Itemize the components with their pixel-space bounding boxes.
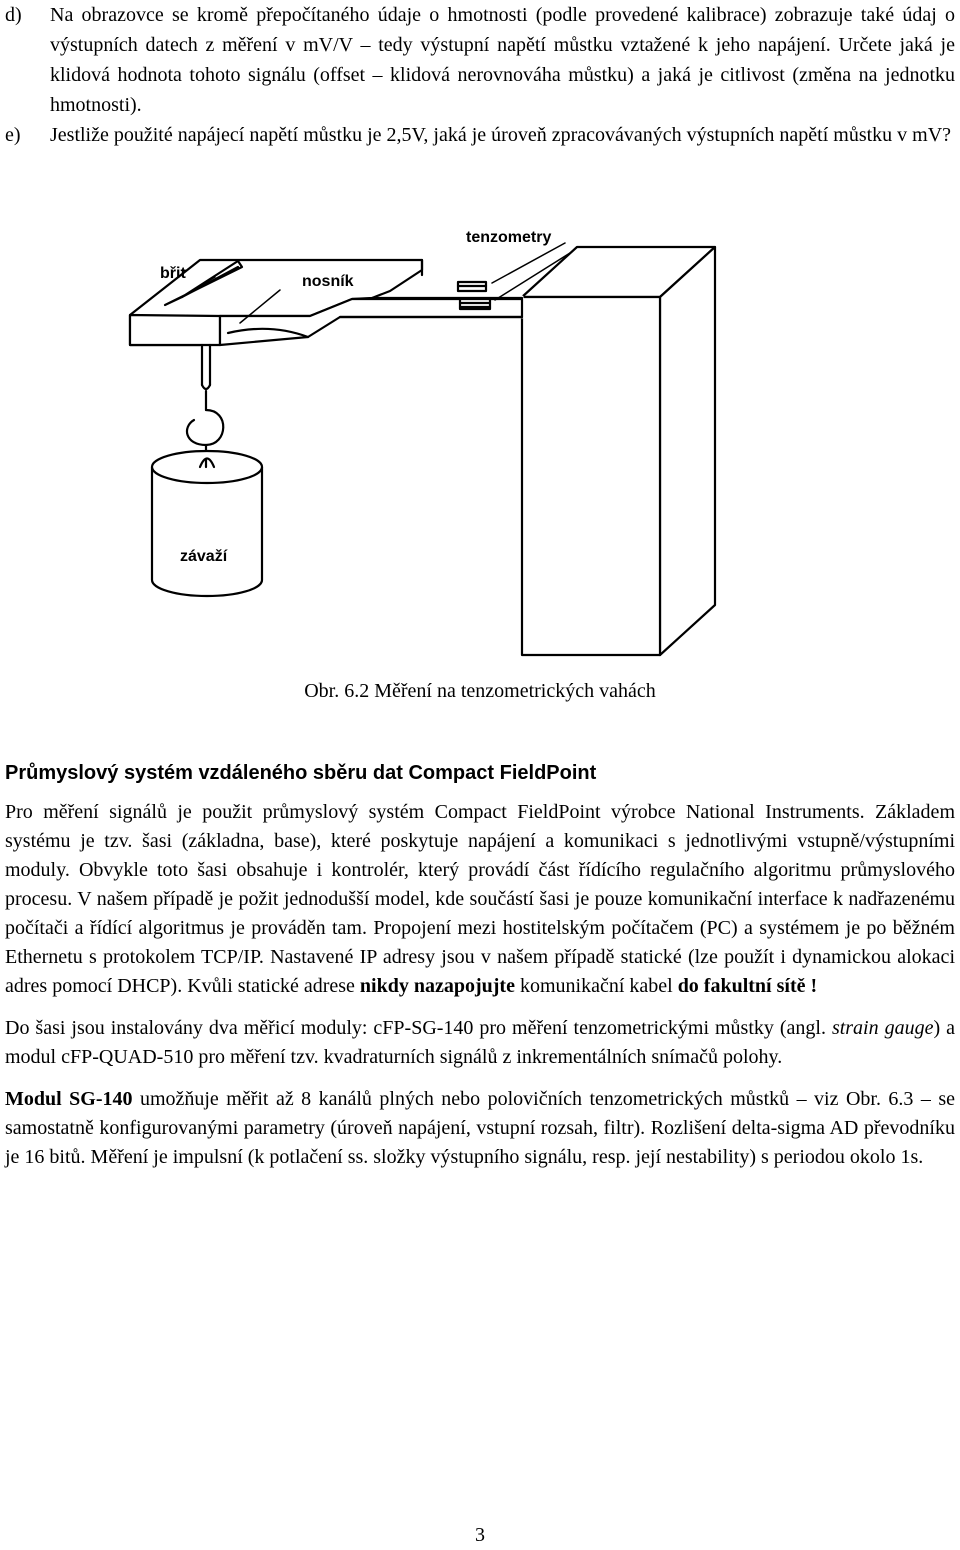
hook <box>187 345 223 460</box>
paragraph-2 <box>5 1014 955 1072</box>
text-run: komunikační kabel <box>514 975 678 997</box>
figure-caption: Obr. 6.2 Měření na tenzometrických vahách <box>304 680 656 702</box>
bold-text: nikdy nazapojujte <box>359 975 515 997</box>
question-label: e) <box>5 124 21 146</box>
question-d <box>5 0 955 120</box>
label-tenzometry: tenzometry <box>466 229 552 246</box>
paragraph-3 <box>5 1085 955 1172</box>
question-list <box>5 0 955 150</box>
text-run: umožňuje měřit až 8 kanálů plných nebo polovičních tenzometrických můstků – viz Obr. 6.3 – se samostatně konfigurovanými parametry (úroveň napájení, vstupní rozsah, filtr). Rozlišení delta-sigma AD převodníku je 16 bitů. Měření je impulsní (k potlačení ss. složky výstupního signálu, resp. její nestability) s periodou okolo 1s. <box>5 1088 955 1168</box>
label-brit: břit <box>160 265 186 282</box>
wall-block <box>522 247 715 655</box>
question-text: Na obrazovce se kromě přepočítaného údaje o hmotnosti (podle provedené kalibrace) zobrazuje také údaj o výstupních datech z měření v mV/V – tedy výstupní napětí můstku vztažené k jeho napájení. Určete jaká je klidová hodnota tohoto signálu (offset – klidová nerovnováha můstku) a jaká je citlivost (změna na jednotku hmotnosti). <box>50 4 955 116</box>
bold-text: ! <box>810 975 818 997</box>
question-e <box>5 120 955 150</box>
italic-text: strain gauge <box>831 1017 934 1039</box>
label-nosnik: nosník <box>302 273 354 290</box>
section-body <box>5 798 955 1185</box>
question-label: d) <box>5 4 22 26</box>
strain-gauge-scale-figure <box>120 205 840 675</box>
question-text: Jestliže použité napájecí napětí můstku je 2,5V, jaká je úroveň zpracovávaných výstupních napětí můstku v mV? <box>50 124 952 146</box>
paragraph-1 <box>5 798 955 1001</box>
strain-gauges <box>458 282 490 309</box>
scale-drawing <box>120 205 840 675</box>
text-run: ) a modul cFP-QUAD-510 pro měření tzv. kvadraturních signálů z inkrementálních snímačů polohy. <box>5 1017 955 1068</box>
page-number: 3 <box>475 1524 485 1546</box>
text-run: Do šasi jsou instalovány dva měřicí moduly: cFP-SG-140 pro měření tenzometrickými můstky (angl. <box>5 1017 832 1039</box>
section-heading: Průmyslový systém vzdáleného sběru dat Compact FieldPoint <box>5 762 597 784</box>
text-run: Pro měření signálů je použit průmyslový systém Compact FieldPoint výrobce National Instruments. Základem systému je tzv. šasi (základna, base), které poskytuje napájení a komunikaci s jednotlivými vstupně/výstupními moduly. Obvykle toto šasi obsahuje i kontrolér, který provádí část řídícího regulačního algoritmu průmyslového procesu. V našem případě je požit jednodušší model, kde součástí šasi je pouze komunikační interface k nadřazenému počítači a řídící algoritmus je prováděn tam. Propojení mezi hostitelským počítačem (PC) a systémem je po běžném Ethernetu s protokolem TCP/IP. Nastavené IP adresy jsou v našem případě statické (lze použít i dynamickou alokaci adres pomocí DHCP). Kvůli statické adrese <box>5 801 955 997</box>
bold-text: Modul SG-140 <box>5 1088 133 1110</box>
bold-text: do fakultní sítě <box>677 975 806 997</box>
label-zavazi: závaží <box>180 548 228 565</box>
weight-cylinder <box>152 451 262 596</box>
